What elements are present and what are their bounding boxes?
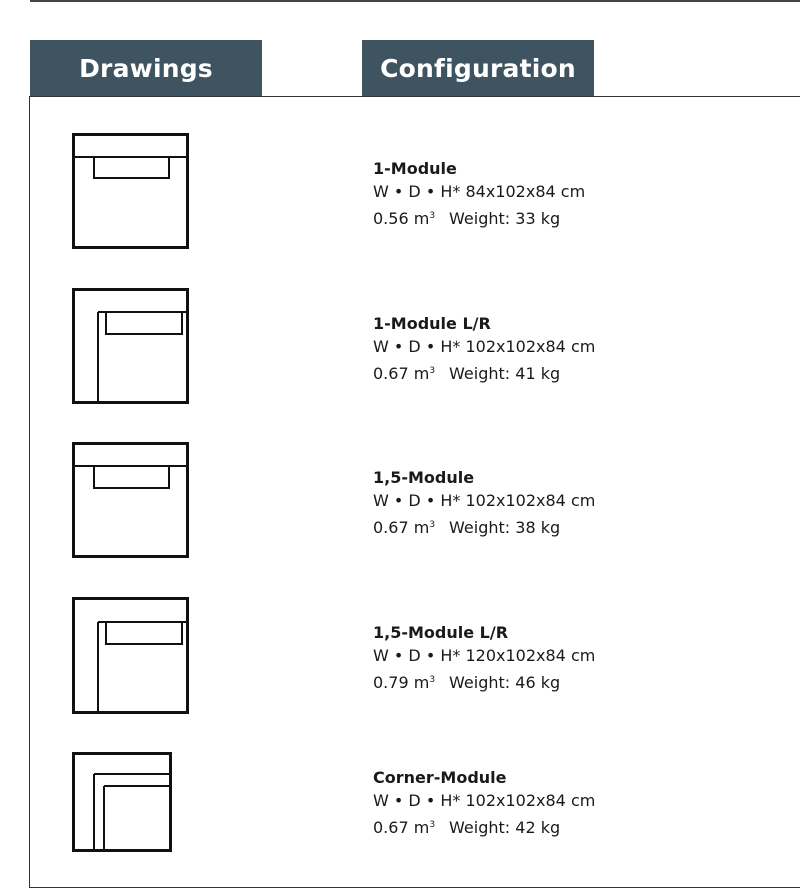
- dims-value: 84x102x84 cm: [465, 182, 586, 201]
- module-volume-weight: 0.67 $m^3$ Weight: 41 kg: [373, 364, 561, 383]
- module-spec: [373, 622, 595, 695]
- module-dimensions: [373, 489, 595, 513]
- volume-value: 0.67: [373, 518, 409, 537]
- module-spec: [373, 313, 595, 386]
- dims-value: 102x102x84 cm: [465, 337, 596, 356]
- configuration-header: [362, 40, 594, 97]
- module-spec: [373, 158, 585, 231]
- module-dimensions: [373, 644, 595, 668]
- volume-value: 0.67: [373, 818, 409, 837]
- weight-value: Weight: 42 kg: [449, 818, 561, 837]
- corner-module-icon: [72, 752, 172, 852]
- weight-value: Weight: 33 kg: [449, 209, 561, 228]
- volume-value: 0.56: [373, 209, 409, 228]
- drawings-header-label: Drawings: [79, 54, 213, 83]
- module-dimensions: [373, 335, 595, 359]
- volume-unit: m: [413, 673, 430, 692]
- module-volume-weight: 0.56 $m^3$ Weight: 33 kg: [373, 209, 561, 228]
- weight-value: Weight: 46 kg: [449, 673, 561, 692]
- drawings-header: [30, 40, 262, 97]
- module-icon: [72, 133, 190, 249]
- volume-value: 0.67: [373, 364, 409, 383]
- module-lr-icon: [72, 288, 190, 404]
- dims-value: 102x102x84 cm: [465, 791, 596, 810]
- module-volume-weight: 0.67 $m^3$ Weight: 38 kg: [373, 518, 561, 537]
- module-volume-weight: 0.67 $m^3$ Weight: 42 kg: [373, 818, 561, 837]
- volume-unit: m: [413, 209, 430, 228]
- module-dimensions: [373, 789, 595, 813]
- volume-unit: m: [413, 818, 430, 837]
- module-lr-icon: [72, 597, 190, 714]
- module-name: 1,5-Module L/R: [373, 623, 509, 642]
- weight-value: Weight: 38 kg: [449, 518, 561, 537]
- volume-unit: m: [413, 364, 430, 383]
- dims-value: 102x102x84 cm: [465, 491, 596, 510]
- dims-prefix: W • D • H*: [373, 182, 461, 201]
- module-name: 1,5-Module: [373, 468, 475, 487]
- module-spec: [373, 467, 595, 540]
- configuration-header-label: Configuration: [380, 54, 576, 83]
- module-dimensions: [373, 180, 585, 204]
- dims-prefix: W • D • H*: [373, 337, 461, 356]
- module-name: 1-Module L/R: [373, 314, 491, 333]
- dims-value: 120x102x84 cm: [465, 646, 596, 665]
- weight-value: Weight: 41 kg: [449, 364, 561, 383]
- volume-unit: m: [413, 518, 430, 537]
- volume-value: 0.79: [373, 673, 409, 692]
- module-name: 1-Module: [373, 159, 457, 178]
- top-divider: [30, 0, 800, 2]
- module-name: Corner-Module: [373, 768, 507, 787]
- module-icon: [72, 442, 190, 558]
- module-volume-weight: 0.79 $m^3$ Weight: 46 kg: [373, 673, 561, 692]
- dims-prefix: W • D • H*: [373, 791, 461, 810]
- dims-prefix: W • D • H*: [373, 491, 461, 510]
- module-spec: [373, 767, 595, 840]
- dims-prefix: W • D • H*: [373, 646, 461, 665]
